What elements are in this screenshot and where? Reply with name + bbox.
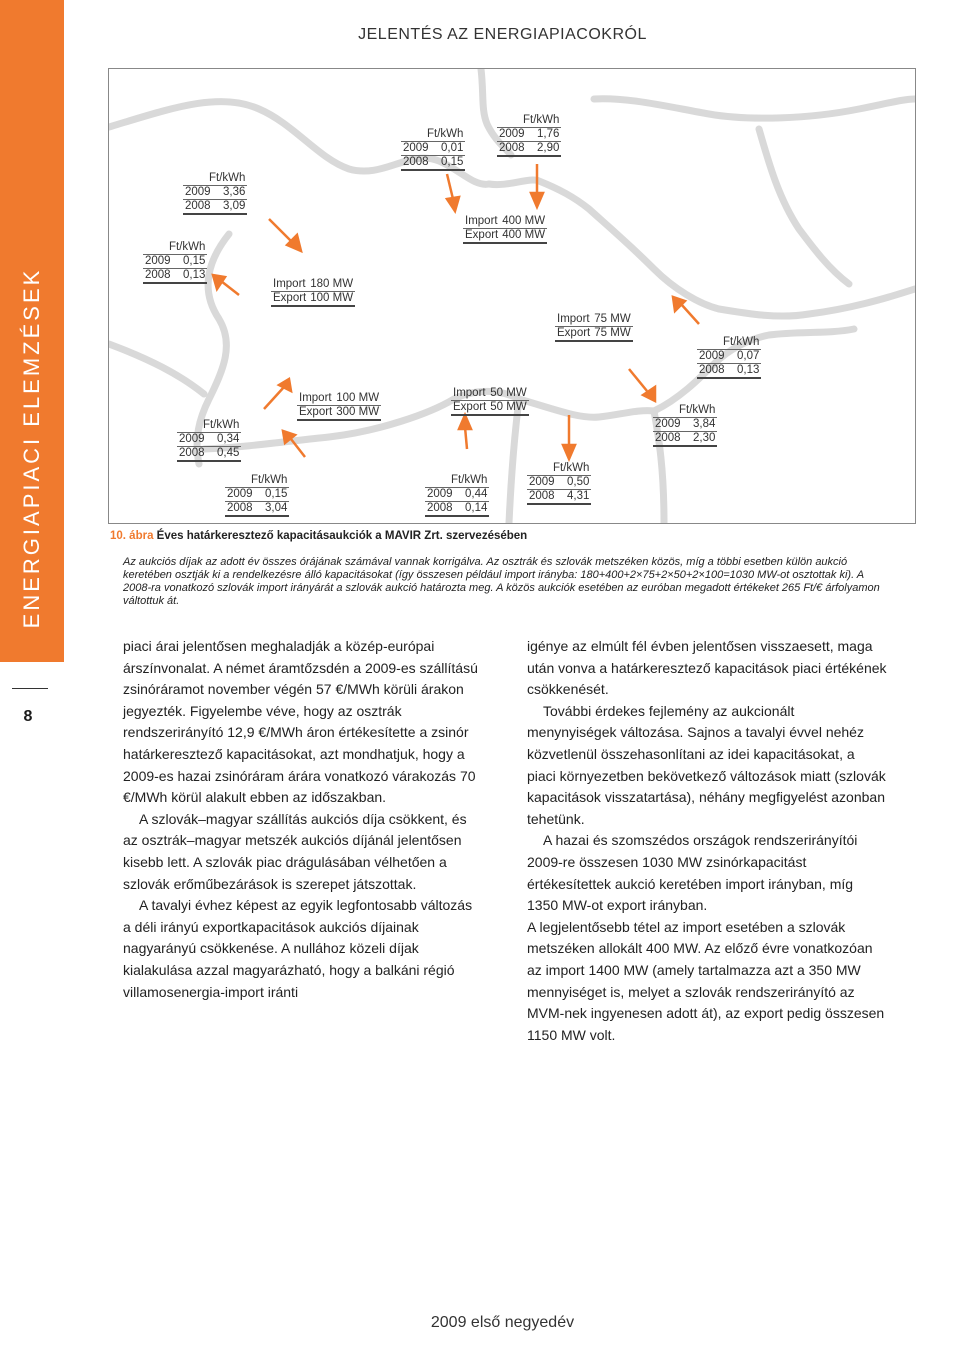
right-paragraph-1: igénye az elmúlt fél évben jelentősen visszaesett, maga után vonva a határkeresztező kapacitások piaci értékének csökkenését. — [527, 638, 887, 698]
price-box-slo-b: Ft/kWh 2009 0,34 2008 0,45 — [179, 419, 240, 459]
right-paragraph-3: A hazai és szomszédos országok rendszerirányítói 2009-re összesen 1030 MW zsinórkapacitást értékesítettek aukció keretében import irányban, míg 1350 MW-ot export irányban. — [527, 832, 858, 914]
capacity-box-srb: Import 50 MW Export 50 MW — [453, 387, 527, 413]
price-box-cro-a: Ft/kWh 2009 0,15 2008 3,04 — [227, 474, 288, 514]
capacity-box-cro: Import 100 MW Export 300 MW — [299, 392, 380, 418]
arrow-srb-a-up — [465, 427, 467, 449]
capacity-box-aut: Import 180 MW Export 100 MW — [273, 278, 354, 304]
left-paragraph-2: A szlovák–magyar szállítás aukciós díja csökkent, és az osztrák–magyar metszék aukciós díjánál jelentősen kisebb lett. A szlovák piac drágulásában vélhetően a szlovák erőműbezárások is szerepet játszottak. — [123, 810, 467, 892]
right-paragraph-4: A legjelentősebb tétel az import esetében a szlovák metszéken allokált 400 MW. Az előző évre vonatkozóan az import 1400 MW (amely tartalmazza azt a 350 MW mennyiséget is, melyet a szlovák rendszerirányító az MVM-nek ingyenesen adott át), az export pedig összesen 1150 MW volt. — [527, 918, 885, 1043]
price-box-svk-west: Ft/kWh 2009 0,01 2008 0,15 — [403, 128, 464, 168]
arrow-slo-b-diag — [264, 387, 284, 409]
body-column-right — [527, 636, 887, 1046]
body-column-left — [123, 636, 483, 1003]
capacity-box-svk: Import 400 MW Export 400 MW — [465, 215, 546, 241]
arrow-ukr-a-diag-head — [673, 297, 685, 311]
price-box-rou-a: Ft/kWh 2009 0,50 2008 4,31 — [529, 462, 590, 502]
border-top-right — [594, 99, 915, 118]
price-box-aut-north: Ft/kWh 2009 3,36 2008 3,09 — [185, 172, 246, 212]
arrow-srb-a-up-head — [459, 415, 471, 429]
arrow-rou-a-down-head — [563, 445, 575, 459]
price-box-ukr-b: Ft/kWh 2009 3,84 2008 2,30 — [655, 404, 716, 444]
page-footer: 2009 első negyedév — [430, 1314, 575, 1331]
capacity-box-ukr: Import 75 MW Export 75 MW — [557, 313, 631, 339]
border-cro-srb — [509, 399, 519, 523]
figure-note-text: Az aukciós díjak az adott év összes órájának számával vannak korrigálva. Az osztrák és szlovák metszéken közös, míg a többi esetben külön aukció keretében osztják ki a rendelkezésre álló kapacitásokat (így összesen például import irányba: 180+400+2×75+2×50+2×100=1030 MW-ot osztottak ki). A 2008-ra vonatkozó szlovák import irányárát a szlovák aukció határozta meg. A közös aukciók esetében az euróban megadott értékeket 265 Ft/€ árfolyamon váltottuk át. — [123, 556, 880, 607]
arrow-svk-west-down — [447, 174, 453, 199]
arrow-svk-main-down-head — [531, 193, 543, 207]
figure-caption-number: 10. ábra — [110, 530, 154, 542]
arrow-slo-a-diag — [221, 281, 239, 295]
right-paragraph-2: További érdekes fejlemény az aukcionált menynyiségek változása. Sajnos a tavalyi évvel nehéz közvetlenül összehasonlítani az idei kapacitásokat, a piaci környezetben bekövetkező változások miatt (szlovák kapacitások visszatartása), néhány megfigyelést azonban tehetünk. — [527, 702, 886, 827]
price-box-svk-main: Ft/kWh 2009 1,76 2008 2,90 — [499, 114, 560, 154]
sidebar-divider — [12, 688, 48, 689]
sidebar-band — [0, 0, 64, 662]
arrow-svk-west-down-head — [447, 197, 459, 211]
report-header-title: JELENTÉS AZ ENERGIAPIACOKRÓL — [358, 26, 647, 43]
figure-caption-text: Éves határkeresztező kapacitásaukciók a MAVIR Zrt. szervezésében — [153, 530, 528, 542]
map-figure — [108, 68, 916, 524]
page-number: 8 — [23, 708, 33, 725]
left-paragraph-1: piaci árai jelentősen meghaladják a közép-európai árszínvonalat. A német áramtőzsdén a 2009-es szállítású zsinóráramot november végén 57 €/MWh körüli árakon jegyezték. Figyelembe véve, hogy az osztrák rendszerirányító 12,9 €/MWh áron értékesítette a zsinór határkeresztező kapacitásokat, azt mondhatjuk, hogy a 2009-es hazai zsinóráram árára vonatkozó várakozás 70 €/MWh körül alakult ebben az időszakban. — [123, 638, 478, 806]
border-svk-ukr — [759, 129, 849, 284]
figure-note — [123, 556, 883, 608]
price-box-srb-a: Ft/kWh 2009 0,44 2008 0,14 — [427, 474, 488, 514]
border-svk-hun — [489, 180, 719, 309]
arrow-aut-north-diag — [269, 219, 291, 241]
sidebar-section-label: ENERGIAPIACI ELEMZÉSEK — [19, 267, 44, 629]
border-ukr — [719, 289, 915, 316]
arrow-ukr-b-diag — [629, 369, 647, 391]
price-box-ukr-a: Ft/kWh 2009 0,07 2008 0,13 — [699, 336, 760, 376]
price-box-slo-a: Ft/kWh 2009 0,15 2008 0,13 — [145, 241, 206, 281]
border-slo — [109, 344, 204, 394]
left-paragraph-3: A tavalyi évhez képest az egyik legfontosabb változás a déli irányú exportkapacitások aukciós díjainak nagyarányú csökkenése. A nullához közeli díjak kialakulása azzal magyarázható, hogy a balkáni régió villamosenergia-import iránti — [123, 897, 473, 1000]
arrow-ukr-a-diag — [681, 304, 699, 324]
figure-caption — [110, 530, 527, 542]
border-srb-hun — [519, 399, 654, 417]
